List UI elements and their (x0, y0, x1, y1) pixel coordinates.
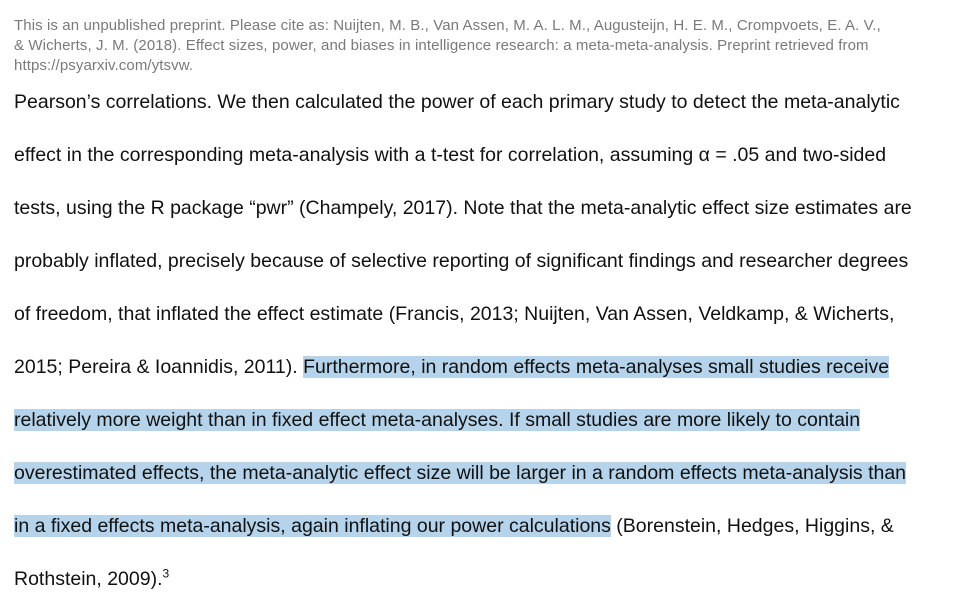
body-line-9[interactable] (14, 510, 969, 563)
text-run[interactable]: tests, using the R package “pwr” (Champely, 2017). Note that the meta-analytic effect size estimates are (14, 197, 912, 219)
selected-text[interactable]: Furthermore, in random effects meta-analyses small studies receive (303, 356, 890, 378)
text-run[interactable]: 2015; Pereira & Ioannidis, 2011). (14, 356, 304, 378)
selected-text[interactable]: overestimated effects, the meta-analytic effect size will be larger in a random effects meta-analysis than (14, 462, 907, 484)
notice-line-2[interactable]: & Wicherts, J. M. (2018). Effect sizes, power, and biases in intelligence research: a meta-meta-analysis. Preprint retrieved from (14, 37, 869, 54)
selected-text[interactable]: in a fixed effects meta-analysis, again inflating our power calculations (14, 515, 611, 537)
body-line-5[interactable] (14, 298, 969, 351)
notice-line-1[interactable]: This is an unpublished preprint. Please cite as: Nuijten, M. B., Van Assen, M. A. L. M., Augusteijn, H. E. M., Crompvoets, E. A. V., (14, 17, 881, 34)
text-run[interactable]: of freedom, that inflated the effect estimate (Francis, 2013; Nuijten, Van Assen, Veldkamp, & Wicherts, (14, 303, 895, 325)
text-run[interactable]: Rothstein, 2009). (14, 568, 163, 590)
text-run[interactable]: effect in the corresponding meta-analysis with a t-test for correlation, assuming α = .05 and two-sided (14, 144, 887, 166)
body-paragraph (14, 86, 969, 605)
body-line-3[interactable] (14, 192, 969, 245)
preprint-notice (14, 16, 964, 76)
text-run[interactable]: (Borenstein, Hedges, Higgins, & (610, 515, 894, 537)
text-run[interactable]: probably inflated, precisely because of selective reporting of significant findings and researcher degrees (14, 250, 909, 272)
notice-line-3[interactable]: https://psyarxiv.com/ytsvw. (14, 57, 194, 74)
body-line-1[interactable] (14, 86, 969, 139)
body-line-6[interactable] (14, 351, 969, 404)
body-line-10[interactable] (14, 563, 969, 605)
selected-text[interactable]: relatively more weight than in fixed effect meta-analyses. If small studies are more likely to contain (14, 409, 861, 431)
body-line-8[interactable] (14, 457, 969, 510)
body-line-4[interactable] (14, 245, 969, 298)
footnote-marker[interactable]: 3 (162, 566, 170, 581)
body-line-7[interactable] (14, 404, 969, 457)
body-line-2[interactable] (14, 139, 969, 192)
text-run[interactable]: Pearson’s correlations. We then calculated the power of each primary study to detect the meta-analytic (14, 91, 900, 113)
